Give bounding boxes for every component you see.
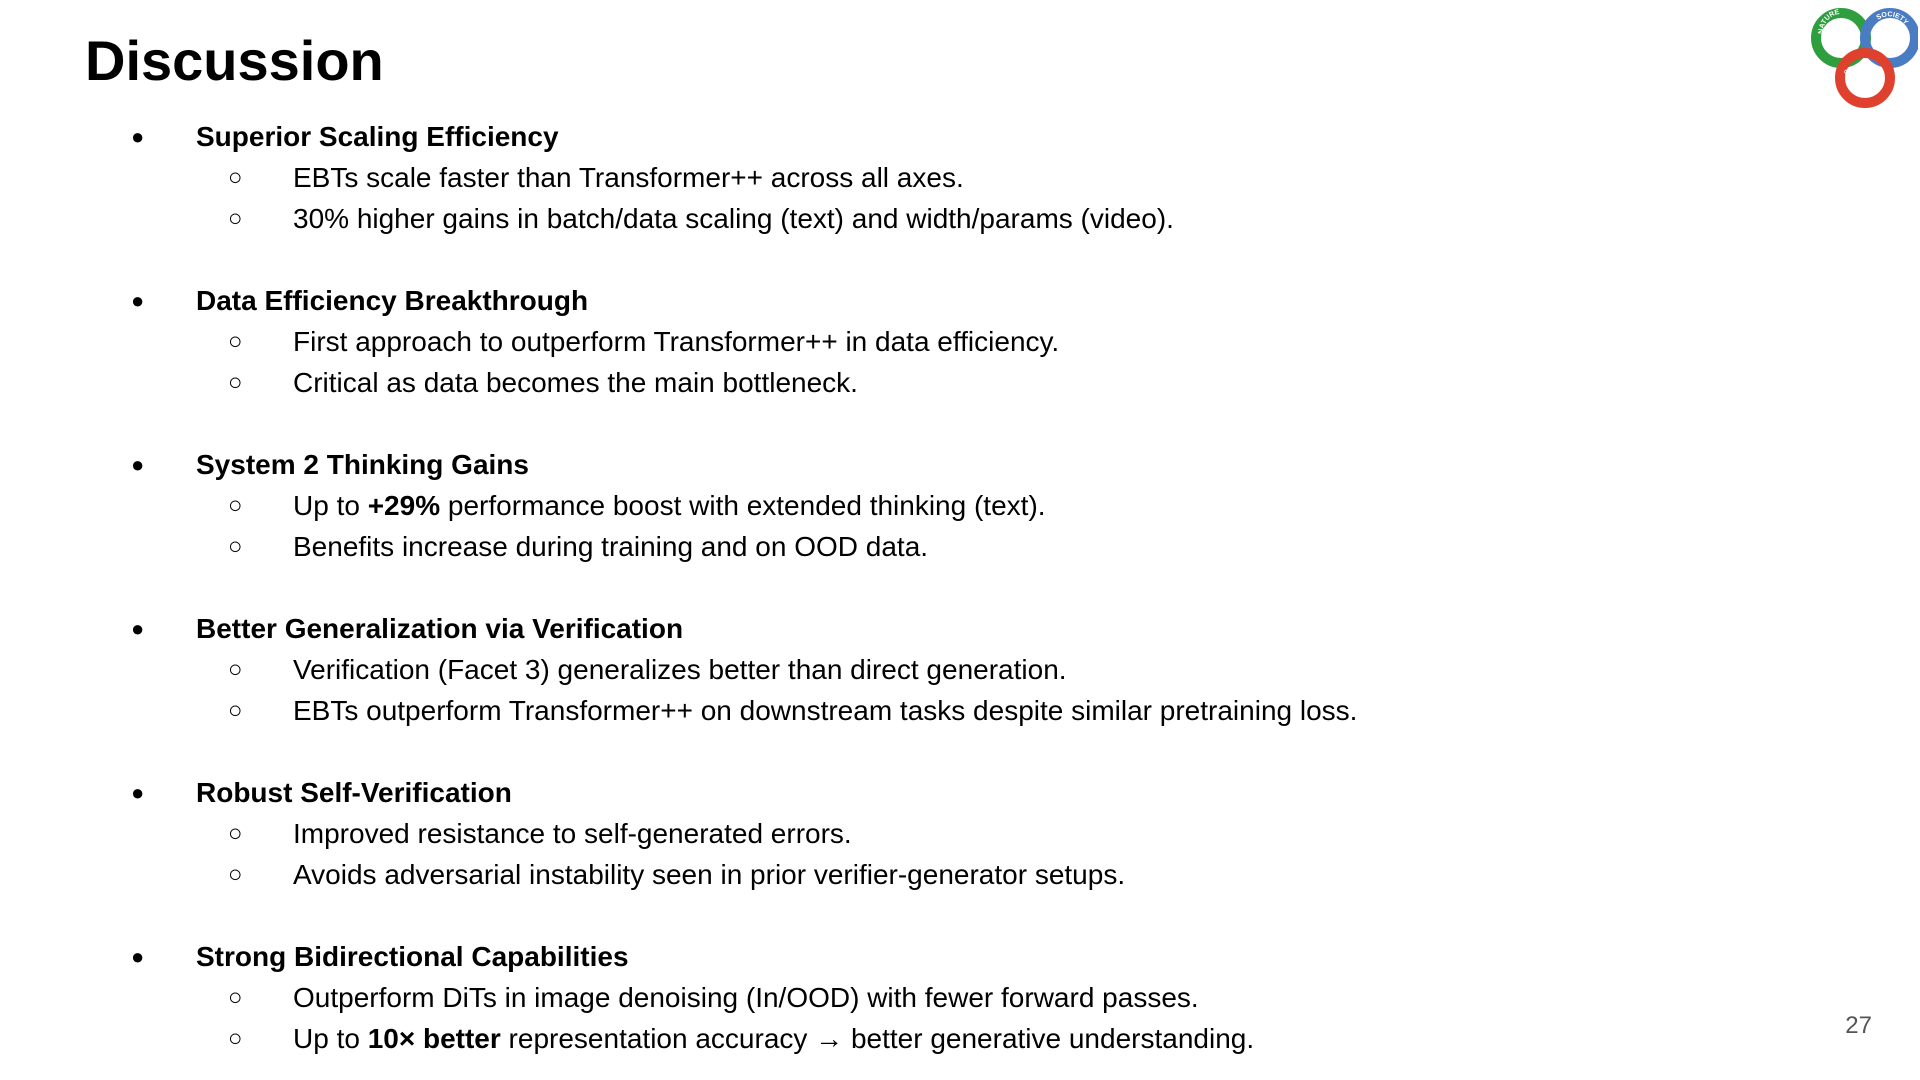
sub-bullet-icon: ○: [228, 164, 243, 191]
page-number: 27: [1845, 1012, 1872, 1039]
logo-word-computation: COMPUTATION: [1841, 69, 1879, 90]
sub-item-text-end: performance boost with extended thinking (text).: [440, 490, 1046, 521]
sub-item-text-start: Benefits increase during training and on OOD data.: [293, 531, 929, 562]
section-heading: Data Efficiency Breakthrough: [196, 285, 589, 316]
sub-item-text-end: representation accuracy → better generative understanding.: [500, 1023, 1255, 1054]
section-heading-row: [0, 608, 1800, 649]
sub-item-text: [293, 485, 1046, 526]
sub-item-text-start: Avoids adversarial instability seen in prior verifier-generator setups.: [293, 859, 1126, 890]
sub-item-text-start: Verification (Facet 3) generalizes better than direct generation.: [293, 654, 1067, 685]
sub-item: [0, 813, 1800, 854]
slide-title: Discussion: [85, 29, 384, 92]
section-spacer: [0, 731, 1800, 772]
sub-item-text-start: Up to: [293, 1023, 368, 1054]
section-heading: Strong Bidirectional Capabilities: [196, 941, 629, 972]
sub-item-text-start: First approach to outperform Transformer++ in data efficiency.: [293, 326, 1060, 357]
sub-item: [0, 526, 1800, 567]
sub-item-text-start: EBTs scale faster than Transformer++ across all axes.: [293, 162, 964, 193]
sub-item-text: [293, 362, 858, 403]
sub-bullet-icon: ○: [228, 861, 243, 888]
bullet-icon: ●: [131, 452, 145, 477]
nature-society-computation-logo: [1806, 4, 1918, 108]
sub-item: [0, 690, 1800, 731]
sub-item: [0, 854, 1800, 895]
section-heading-row: [0, 116, 1800, 157]
sub-item-text: [293, 854, 1125, 895]
sub-bullet-icon: ○: [228, 369, 243, 396]
sub-item-text: [293, 649, 1067, 690]
sub-item-text: [293, 1018, 1254, 1059]
sub-item-text-start: Critical as data becomes the main bottleneck.: [293, 367, 858, 398]
section-spacer: [0, 567, 1800, 608]
sub-bullet-icon: ○: [228, 205, 243, 232]
sub-item-text: [293, 813, 852, 854]
section-heading: Better Generalization via Verification: [196, 613, 684, 644]
sub-item: [0, 198, 1800, 239]
sub-item-text-start: EBTs outperform Transformer++ on downstream tasks despite similar pretraining loss.: [293, 695, 1358, 726]
section-spacer: [0, 895, 1800, 936]
logo-word-nature: NATURE: [1817, 8, 1841, 35]
sub-item-emphasis: 10× better: [367, 1023, 501, 1054]
section-heading: Robust Self-Verification: [196, 777, 512, 808]
sub-item: [0, 977, 1800, 1018]
sub-item-text: [293, 157, 964, 198]
sub-item-text-start: 30% higher gains in batch/data scaling (text) and width/params (video).: [293, 203, 1174, 234]
section-spacer: [0, 403, 1800, 444]
sub-bullet-icon: ○: [228, 533, 243, 560]
sub-item-text: [293, 526, 928, 567]
sub-item-emphasis: +29%: [367, 490, 441, 521]
sub-item: [0, 1018, 1800, 1059]
sub-item: [0, 321, 1800, 362]
sub-item: [0, 649, 1800, 690]
sub-bullet-icon: ○: [228, 1025, 243, 1052]
sub-bullet-icon: ○: [228, 656, 243, 683]
sub-item-text: [293, 198, 1174, 239]
section-heading: System 2 Thinking Gains: [196, 449, 529, 480]
section-spacer: [0, 239, 1800, 280]
sub-item: [0, 362, 1800, 403]
sub-bullet-icon: ○: [228, 984, 243, 1011]
logo-word-society: SOCIETY: [1875, 11, 1910, 27]
sub-item-text: [293, 977, 1199, 1018]
sub-item-text: [293, 321, 1059, 362]
sub-bullet-icon: ○: [228, 820, 243, 847]
sub-item-text-start: Outperform DiTs in image denoising (In/OOD) with fewer forward passes.: [293, 982, 1199, 1013]
svg-text:NATURE: [1818, 9, 1841, 34]
section-heading-row: [0, 772, 1800, 813]
sub-item: [0, 157, 1800, 198]
sub-item-text: [293, 690, 1357, 731]
svg-text:COMPUTATION: [1842, 69, 1879, 90]
bullet-icon: ●: [131, 780, 145, 805]
bullet-icon: ●: [131, 944, 145, 969]
sub-item-text-start: Up to: [293, 490, 368, 521]
sub-item-text-start: Improved resistance to self-generated errors.: [293, 818, 852, 849]
sub-bullet-icon: ○: [228, 492, 243, 519]
discussion-list: [0, 116, 1800, 1059]
bullet-icon: ●: [131, 124, 145, 149]
section-heading-row: [0, 936, 1800, 977]
bullet-icon: ●: [131, 616, 145, 641]
sub-bullet-icon: ○: [228, 697, 243, 724]
section-heading-row: [0, 444, 1800, 485]
bullet-icon: ●: [131, 288, 145, 313]
section-heading: Superior Scaling Efficiency: [196, 121, 559, 152]
sub-bullet-icon: ○: [228, 328, 243, 355]
section-heading-row: [0, 280, 1800, 321]
sub-item: [0, 485, 1800, 526]
